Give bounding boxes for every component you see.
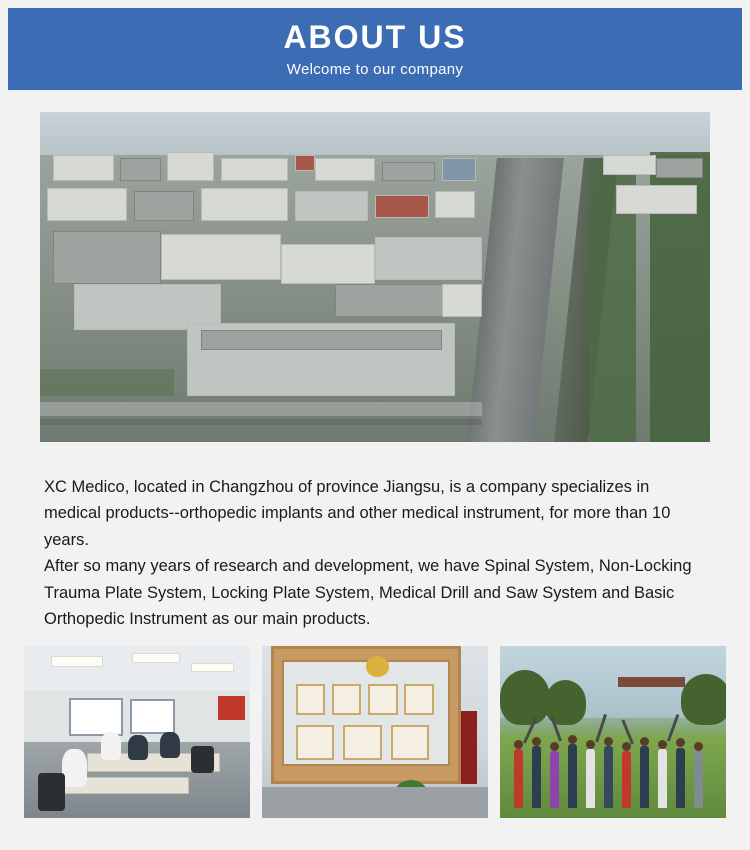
hero-building [616,185,696,215]
hero-foreground-road [40,402,482,415]
hero-building [656,158,703,178]
about-paragraph-1: XC Medico, located in Changzhou of province Jiangsu, is a company specializes in medical products--orthopedic implants and other medical instrument, for more than 10 years. [44,478,671,549]
team-member [604,746,613,808]
certificate-frame [368,684,397,715]
office-photo [24,646,250,818]
photo-gallery [24,646,726,818]
hero-foreground-verge [40,419,482,426]
background-building-roof [618,677,686,687]
certificate-frame [391,725,429,759]
wall-banner [461,711,477,783]
company-aerial-photo [40,112,710,442]
team-member [586,749,595,807]
team-member-head [604,737,613,746]
team-member [568,744,577,808]
hero-building [435,191,475,217]
hero-building-roofline [201,330,442,350]
hero-building [295,191,369,221]
background-tree [500,670,550,725]
team-member-head [640,737,649,746]
office-person [101,732,121,760]
hero-building [442,158,476,181]
about-description [44,474,710,632]
hero-building [295,155,315,172]
about-paragraph-2: After so many years of research and development, we have Spinal System, Non-Locking Trauma Plate System, Locking Plate System, Medical Drill and Saw System and Basic Orthopedic Instrument as our main products. [44,557,692,628]
team-member-head [568,735,577,744]
office-person [128,735,148,759]
certificates-photo [262,646,488,818]
team-member [658,749,667,807]
ceiling-light-icon [191,663,234,672]
certificate-frame [296,684,325,715]
ceiling-light-icon [51,656,103,667]
hero-building [134,191,194,221]
team-member [676,748,685,808]
hero-building [442,284,482,317]
hero-building-large [281,244,375,284]
team-photo [500,646,726,818]
page-subtitle: Welcome to our company [286,61,464,79]
hero-building [53,155,113,181]
ceiling-light-icon [132,653,179,664]
office-chair [191,746,214,774]
hero-building [47,188,127,221]
certificate-frame [404,684,433,715]
team-member [622,751,631,808]
team-member-head [550,742,559,751]
hero-building [603,155,657,175]
hero-building [382,162,436,182]
office-whiteboard [130,699,175,734]
hero-building [167,152,214,182]
team-member [514,749,523,807]
hero-sky [40,112,710,158]
office-wall-poster [218,696,245,720]
hero-building [315,158,375,181]
hero-building-large [53,231,160,284]
hero-building [201,188,288,221]
team-member [640,746,649,808]
award-medallion-icon [366,656,389,677]
hero-building-large [375,237,482,280]
team-member [532,746,541,808]
team-member [694,751,703,808]
hero-building [375,195,429,218]
office-person [62,749,87,787]
page-title: ABOUT US [283,18,467,55]
page-header-banner [8,8,742,90]
background-tree [681,674,726,726]
certificate-frame [296,725,334,759]
hero-building [120,158,160,181]
hero-building [221,158,288,181]
hero-field [40,369,174,395]
certificate-room-floor [262,787,488,818]
certificate-frame [332,684,361,715]
office-whiteboard [69,698,123,736]
team-member [550,751,559,808]
team-member-head [514,740,523,749]
certificate-frame [343,725,381,759]
team-member-head [532,737,541,746]
office-chair [38,773,65,811]
office-person [160,732,180,758]
hero-building-large [161,234,282,280]
